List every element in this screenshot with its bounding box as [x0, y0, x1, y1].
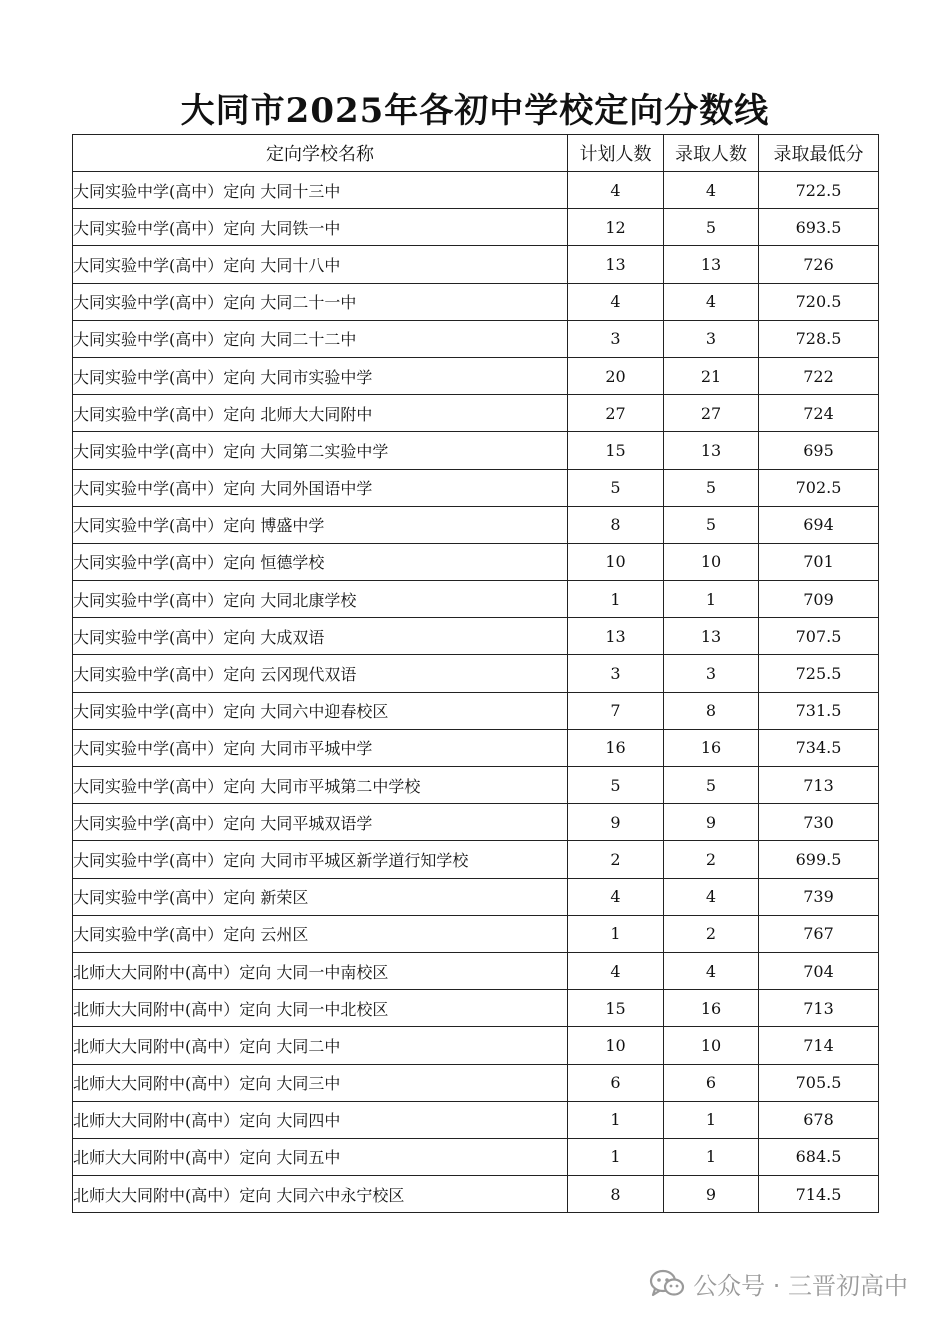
school-name-cell: 北师大大同附中(高中）定向 大同二中 [73, 1027, 568, 1064]
table-row [73, 692, 879, 729]
school-name-cell: 大同实验中学(高中）定向 大同外国语中学 [73, 469, 568, 506]
table-row [73, 172, 879, 209]
plan-count-cell: 20 [568, 357, 664, 394]
plan-count-cell: 1 [568, 1101, 664, 1138]
plan-count-cell: 3 [568, 320, 664, 357]
admitted-count-cell: 9 [664, 1176, 759, 1213]
min-score-cell: 693.5 [759, 209, 879, 246]
school-name-cell: 大同实验中学(高中）定向 大同铁一中 [73, 209, 568, 246]
admitted-count-cell: 27 [664, 395, 759, 432]
admitted-count-cell: 5 [664, 767, 759, 804]
admitted-count-cell: 5 [664, 469, 759, 506]
table-row [73, 1064, 879, 1101]
plan-count-cell: 1 [568, 1138, 664, 1175]
admitted-count-cell: 4 [664, 878, 759, 915]
plan-count-cell: 5 [568, 767, 664, 804]
plan-count-cell: 16 [568, 729, 664, 766]
watermark [649, 1266, 908, 1301]
table-row [73, 952, 879, 989]
school-name-cell: 大同实验中学(高中）定向 云州区 [73, 915, 568, 952]
admitted-count-cell: 4 [664, 952, 759, 989]
plan-count-cell: 15 [568, 990, 664, 1027]
min-score-cell: 684.5 [759, 1138, 879, 1175]
plan-count-cell: 6 [568, 1064, 664, 1101]
table-row [73, 990, 879, 1027]
min-score-cell: 714 [759, 1027, 879, 1064]
admitted-count-cell: 1 [664, 1138, 759, 1175]
plan-count-cell: 4 [568, 952, 664, 989]
table-row [73, 804, 879, 841]
school-name-cell: 大同实验中学(高中）定向 大成双语 [73, 618, 568, 655]
min-score-cell: 678 [759, 1101, 879, 1138]
admitted-count-cell: 6 [664, 1064, 759, 1101]
school-name-cell: 大同实验中学(高中）定向 大同十三中 [73, 172, 568, 209]
admitted-count-cell: 2 [664, 915, 759, 952]
table-row [73, 1027, 879, 1064]
school-name-cell: 北师大大同附中(高中）定向 大同四中 [73, 1101, 568, 1138]
admitted-count-cell: 3 [664, 320, 759, 357]
admitted-count-cell: 9 [664, 804, 759, 841]
min-score-cell: 722.5 [759, 172, 879, 209]
min-score-cell: 714.5 [759, 1176, 879, 1213]
school-name-cell: 大同实验中学(高中）定向 博盛中学 [73, 506, 568, 543]
admitted-count-cell: 10 [664, 543, 759, 580]
page-title: 大同市2025年各初中学校定向分数线 [180, 91, 770, 131]
plan-count-cell: 7 [568, 692, 664, 729]
school-name-cell: 大同实验中学(高中）定向 大同第二实验中学 [73, 432, 568, 469]
header-school-name: 定向学校名称 [73, 135, 568, 172]
min-score-cell: 722 [759, 357, 879, 394]
admitted-count-cell: 5 [664, 506, 759, 543]
watermark-text: 公众号 · 三晋初高中 [693, 1272, 908, 1300]
plan-count-cell: 4 [568, 878, 664, 915]
table-row [73, 320, 879, 357]
admitted-count-cell: 5 [664, 209, 759, 246]
header-min-score: 录取最低分 [759, 135, 879, 172]
min-score-cell: 734.5 [759, 729, 879, 766]
plan-count-cell: 10 [568, 543, 664, 580]
plan-count-cell: 8 [568, 1176, 664, 1213]
table-row [73, 581, 879, 618]
header-plan-count: 计划人数 [568, 135, 664, 172]
min-score-cell: 713 [759, 767, 879, 804]
min-score-cell: 701 [759, 543, 879, 580]
min-score-cell: 730 [759, 804, 879, 841]
table-row [73, 506, 879, 543]
school-name-cell: 北师大大同附中(高中）定向 大同五中 [73, 1138, 568, 1175]
plan-count-cell: 2 [568, 841, 664, 878]
plan-count-cell: 12 [568, 209, 664, 246]
table-row [73, 469, 879, 506]
admitted-count-cell: 8 [664, 692, 759, 729]
admitted-count-cell: 13 [664, 432, 759, 469]
min-score-cell: 705.5 [759, 1064, 879, 1101]
school-name-cell: 大同实验中学(高中）定向 大同市平城第二中学校 [73, 767, 568, 804]
table-row [73, 1176, 879, 1213]
table-row [73, 915, 879, 952]
school-name-cell: 北师大大同附中(高中）定向 大同三中 [73, 1064, 568, 1101]
plan-count-cell: 3 [568, 655, 664, 692]
table-row [73, 655, 879, 692]
table-row [73, 543, 879, 580]
admitted-count-cell: 10 [664, 1027, 759, 1064]
school-name-cell: 大同实验中学(高中）定向 大同十八中 [73, 246, 568, 283]
min-score-cell: 695 [759, 432, 879, 469]
table-row [73, 209, 879, 246]
plan-count-cell: 8 [568, 506, 664, 543]
plan-count-cell: 9 [568, 804, 664, 841]
school-name-cell: 大同实验中学(高中）定向 大同市实验中学 [73, 357, 568, 394]
plan-count-cell: 10 [568, 1027, 664, 1064]
plan-count-cell: 4 [568, 172, 664, 209]
table-row [73, 357, 879, 394]
school-name-cell: 大同实验中学(高中）定向 大同二十二中 [73, 320, 568, 357]
table-row [73, 841, 879, 878]
plan-count-cell: 27 [568, 395, 664, 432]
table-header-row [73, 135, 879, 172]
school-name-cell: 大同实验中学(高中）定向 大同北康学校 [73, 581, 568, 618]
min-score-cell: 702.5 [759, 469, 879, 506]
plan-count-cell: 15 [568, 432, 664, 469]
min-score-cell: 731.5 [759, 692, 879, 729]
admitted-count-cell: 16 [664, 990, 759, 1027]
school-name-cell: 大同实验中学(高中）定向 恒德学校 [73, 543, 568, 580]
plan-count-cell: 4 [568, 283, 664, 320]
admitted-count-cell: 13 [664, 618, 759, 655]
plan-count-cell: 13 [568, 246, 664, 283]
school-name-cell: 大同实验中学(高中）定向 云冈现代双语 [73, 655, 568, 692]
plan-count-cell: 13 [568, 618, 664, 655]
admitted-count-cell: 3 [664, 655, 759, 692]
min-score-cell: 767 [759, 915, 879, 952]
table-row [73, 432, 879, 469]
admitted-count-cell: 4 [664, 172, 759, 209]
admitted-count-cell: 1 [664, 581, 759, 618]
min-score-cell: 694 [759, 506, 879, 543]
header-admitted-count: 录取人数 [664, 135, 759, 172]
min-score-cell: 707.5 [759, 618, 879, 655]
school-name-cell: 北师大大同附中(高中）定向 大同一中北校区 [73, 990, 568, 1027]
wechat-icon [649, 1269, 685, 1299]
min-score-cell: 704 [759, 952, 879, 989]
min-score-cell: 726 [759, 246, 879, 283]
admitted-count-cell: 21 [664, 357, 759, 394]
table-row [73, 1138, 879, 1175]
min-score-cell: 739 [759, 878, 879, 915]
school-name-cell: 大同实验中学(高中）定向 新荣区 [73, 878, 568, 915]
admitted-count-cell: 2 [664, 841, 759, 878]
table-row [73, 767, 879, 804]
plan-count-cell: 1 [568, 915, 664, 952]
table-row [73, 395, 879, 432]
score-table [72, 134, 879, 1213]
school-name-cell: 大同实验中学(高中）定向 北师大大同附中 [73, 395, 568, 432]
min-score-cell: 725.5 [759, 655, 879, 692]
table-row [73, 729, 879, 766]
table-body [73, 172, 879, 1213]
min-score-cell: 699.5 [759, 841, 879, 878]
table-row [73, 246, 879, 283]
school-name-cell: 大同实验中学(高中）定向 大同市平城区新学道行知学校 [73, 841, 568, 878]
table-row [73, 618, 879, 655]
table-row [73, 1101, 879, 1138]
table-row [73, 283, 879, 320]
admitted-count-cell: 1 [664, 1101, 759, 1138]
plan-count-cell: 1 [568, 581, 664, 618]
school-name-cell: 北师大大同附中(高中）定向 大同一中南校区 [73, 952, 568, 989]
admitted-count-cell: 13 [664, 246, 759, 283]
school-name-cell: 北师大大同附中(高中）定向 大同六中永宁校区 [73, 1176, 568, 1213]
school-name-cell: 大同实验中学(高中）定向 大同六中迎春校区 [73, 692, 568, 729]
school-name-cell: 大同实验中学(高中）定向 大同市平城中学 [73, 729, 568, 766]
school-name-cell: 大同实验中学(高中）定向 大同平城双语学 [73, 804, 568, 841]
min-score-cell: 709 [759, 581, 879, 618]
min-score-cell: 713 [759, 990, 879, 1027]
min-score-cell: 728.5 [759, 320, 879, 357]
min-score-cell: 724 [759, 395, 879, 432]
admitted-count-cell: 16 [664, 729, 759, 766]
admitted-count-cell: 4 [664, 283, 759, 320]
min-score-cell: 720.5 [759, 283, 879, 320]
school-name-cell: 大同实验中学(高中）定向 大同二十一中 [73, 283, 568, 320]
plan-count-cell: 5 [568, 469, 664, 506]
table-row [73, 878, 879, 915]
